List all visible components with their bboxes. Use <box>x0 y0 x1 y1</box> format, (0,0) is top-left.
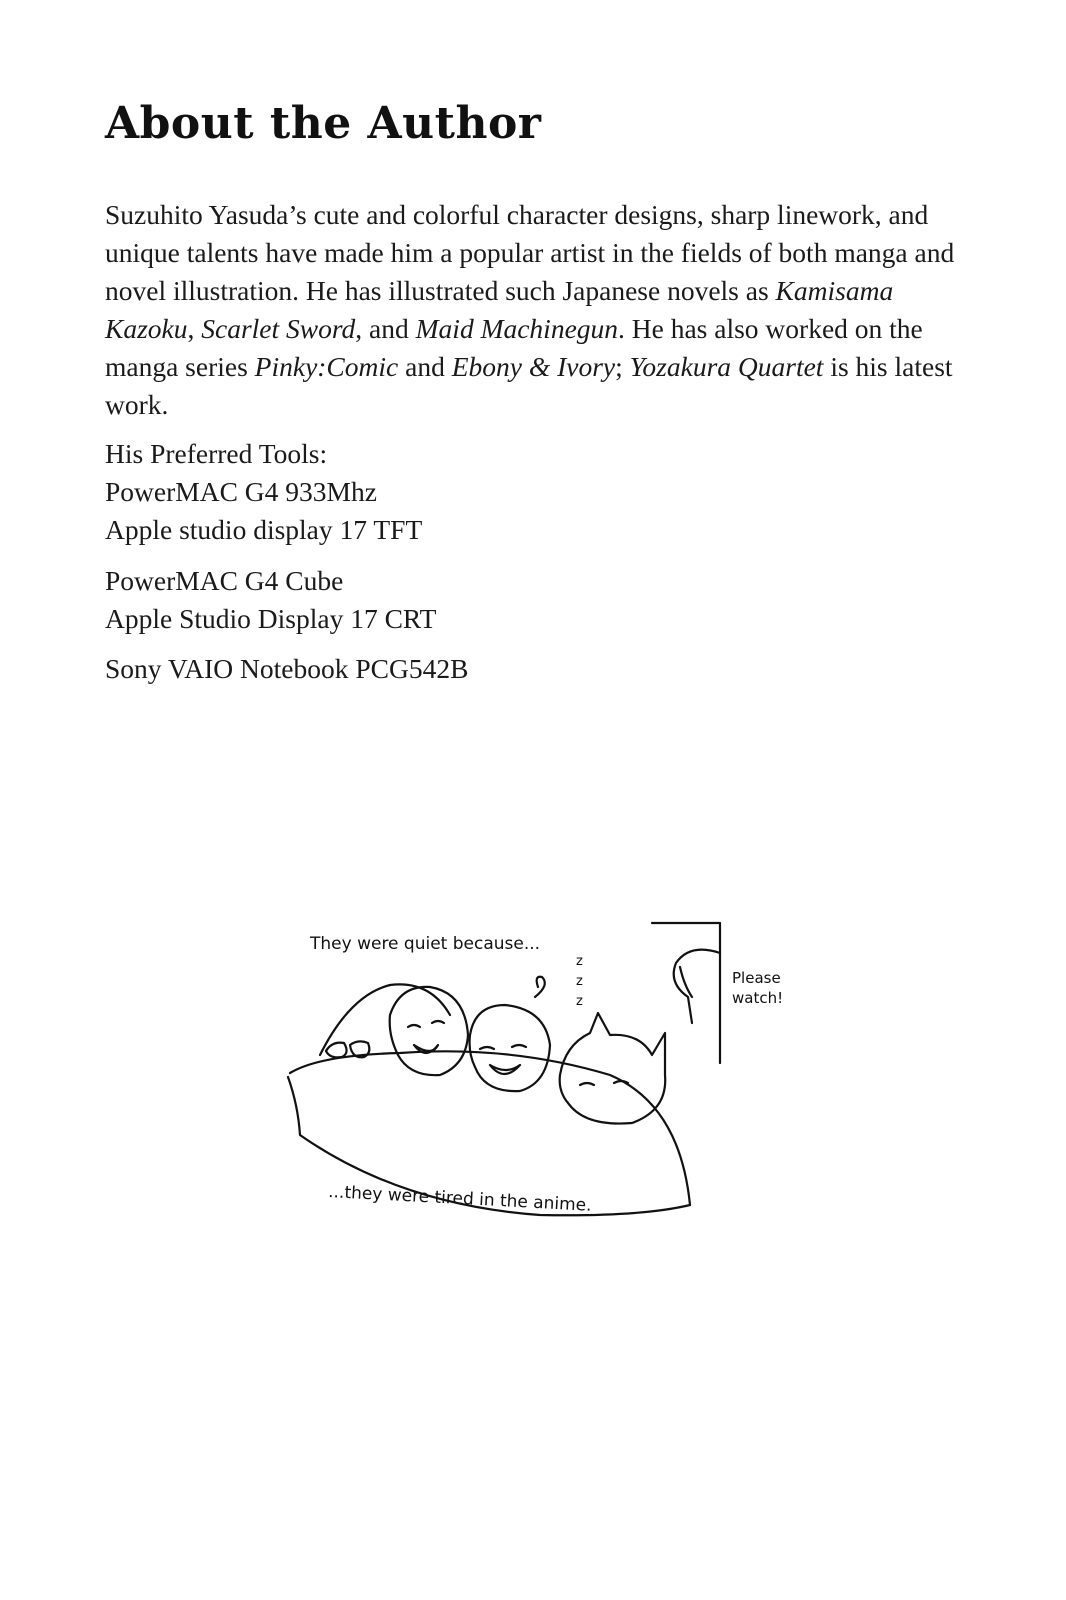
manga-title: Yozakura Quartet <box>629 351 824 382</box>
manga-illustration <box>280 905 800 1265</box>
character-left <box>390 987 468 1075</box>
bio-text: Suzuhito Yasuda’s cute and colorful character designs, sharp linework, and unique talents have made him a popular artist in the fields of both manga and novel illustration. He has illustrated such Japanese novels as <box>105 199 955 306</box>
tools-block-3 <box>105 650 468 688</box>
tools-heading: His Preferred Tools: <box>105 438 328 469</box>
tool-item: Apple studio display 17 TFT <box>105 514 423 545</box>
character-center <box>470 977 550 1091</box>
sleep-z-1: z <box>576 954 583 969</box>
sleep-z-2: z <box>576 974 583 989</box>
speech-line-1: Please <box>732 969 781 987</box>
character-right <box>560 1013 666 1124</box>
pillow <box>320 984 450 1055</box>
tool-item: PowerMAC G4 Cube <box>105 565 344 596</box>
speech-line-2: watch! <box>732 989 784 1007</box>
page-title: About the Author <box>105 98 542 149</box>
tool-item: Apple Studio Display 17 CRT <box>105 603 437 634</box>
tools-block-1 <box>105 435 422 549</box>
bio-text: . He has also worked on the manga series <box>105 313 923 382</box>
novel-title: Kamisama Kazoku <box>105 275 894 344</box>
peeking-character <box>674 950 720 1023</box>
bio-text: ; <box>615 351 630 382</box>
bio-text: and <box>398 351 452 382</box>
sleep-z-3: z <box>576 994 583 1009</box>
author-bio <box>105 196 955 424</box>
bio-text: , and <box>355 313 416 344</box>
bio-text: , <box>187 313 202 344</box>
tool-item: Sony VAIO Notebook PCG542B <box>105 653 469 684</box>
sleeping-characters-drawing <box>280 905 800 1265</box>
tools-block-2 <box>105 562 436 638</box>
caption-top: They were quiet because... <box>310 934 541 954</box>
caption-bottom: ...they were tired in the anime. <box>327 1182 593 1216</box>
manga-title: Pinky:Comic <box>254 351 399 382</box>
novel-title: Maid Machinegun <box>415 313 619 344</box>
bio-text: is his latest work. <box>105 351 953 420</box>
tool-item: PowerMAC G4 933Mhz <box>105 476 377 507</box>
panel-frame-line <box>652 923 720 1063</box>
manga-title: Ebony & Ivory <box>451 351 616 382</box>
novel-title: Scarlet Sword <box>201 313 356 344</box>
